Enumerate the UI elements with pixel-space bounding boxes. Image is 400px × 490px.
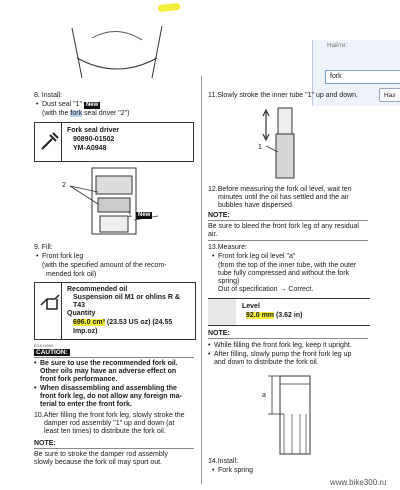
search-hit-fork: fork (70, 110, 83, 117)
step8-title: 8. Install: (34, 92, 63, 99)
step13-title: 13.Measure: (208, 244, 247, 251)
step13-sub3: spring) (218, 278, 240, 285)
level-rest: (3.62 in) (274, 312, 303, 319)
level-spec-box (208, 298, 370, 326)
step8-sub-post: seal driver "2") (82, 110, 130, 117)
step11: 11.Slowly stroke the inner tube "1" up and down. (208, 92, 358, 99)
step13-sub4: Out of specification → Correct. (218, 286, 314, 293)
note1-l1: Be sure to bleed the front fork leg of any residual (208, 223, 359, 230)
qty-rest2: Imp.oz) (73, 328, 98, 335)
watermark: www.bike300.ru (330, 478, 387, 487)
caution-b2-l2: front fork leg, do not allow any foreign ma- (40, 393, 182, 400)
search-query: fork (330, 73, 342, 80)
step13-bullet: • Front fork leg oil level "a" (218, 253, 295, 261)
tool-pn2: YM-A0948 (73, 145, 107, 152)
fig2-label-1: 1 (258, 144, 262, 151)
tool-box (34, 122, 194, 162)
step12-l3: bubbles have dispersed. (218, 202, 294, 209)
caution-b1-l1: • Be sure to use the recommended fork oil. (40, 360, 178, 368)
note2-b1: • While filling the front fork leg, keep it upright. (214, 342, 352, 350)
oil-spec-box (34, 282, 196, 340)
oil-title: Recommended oil (67, 286, 128, 293)
ecause-tag: ECA14090 (34, 343, 54, 348)
fig1-label-1: 1 (128, 212, 132, 219)
fig1-new-badge: New (138, 212, 151, 218)
new-badge: New (85, 102, 99, 108)
tool-pn1: 90890-01502 (73, 136, 115, 143)
search-label: Найти: (327, 42, 348, 49)
fork-seal-illustration (62, 166, 182, 238)
oil-line1: Suspension oil M1 or ohlins R & (73, 294, 180, 301)
qty-label: Quantity (67, 310, 96, 317)
step14-bullet: • Fork spring (218, 467, 253, 475)
note-l2: slowly because the fork oil may spurt out. (34, 459, 163, 466)
level-value: 92.0 mm (246, 312, 275, 319)
step10-l2: damper rod assembly "1" up and down (at (44, 420, 175, 427)
step10-l1: 10.After filling the front fork leg, slowly stroke the (34, 412, 185, 419)
step14-title: 14.Install: (208, 458, 238, 465)
inner-tube-illustration (252, 104, 322, 182)
caution-b1-l2: Other oils may have an adverse effect on (40, 368, 177, 375)
oil-line2: T43 (73, 302, 86, 309)
note2-b2-l1: • After filling, slowly pump the front fork leg up (214, 351, 351, 359)
step12-l1: 12.Before measuring the fork oil level, wait ten (208, 186, 352, 193)
step8-sub (42, 110, 129, 118)
step9-title: 9. Fill: (34, 244, 53, 251)
step13-sub1: (from the top of the inner tube, with the outer (218, 262, 357, 269)
qty-rest1: (23.53 US oz) (24.55 (104, 319, 173, 326)
fig1-label-2: 2 (62, 182, 66, 189)
find-button-label: Наз (384, 92, 396, 99)
step8-bullet (42, 101, 100, 109)
tool-icon (39, 130, 61, 152)
qty-line (73, 319, 172, 327)
step9-sub2: mended fork oil) (46, 271, 97, 278)
step13-sub2: tube fully compressed and without the fork (218, 270, 350, 277)
caution-b1-l3: front fork performance. (40, 376, 118, 383)
step9-bullet: • Front fork leg (42, 253, 83, 261)
step10-l3: least ten times) to distribute the fork oil. (44, 428, 166, 435)
note2-label: NOTE: (208, 330, 230, 337)
step8-sub-pre: (with the (42, 110, 71, 117)
fig3-label-a: a (262, 392, 266, 399)
find-button[interactable] (379, 88, 400, 102)
highlight-mark (158, 3, 181, 12)
step9-sub1: (with the specified amount of the recom- (42, 262, 167, 269)
note1-l2: air. (208, 231, 218, 238)
tool-name: Fork seal driver (67, 127, 120, 134)
search-input[interactable] (325, 70, 400, 84)
oil-can-icon (39, 291, 61, 311)
caution-b2-l3: terial to enter the front fork. (40, 401, 132, 408)
oil-level-illustration (254, 374, 334, 456)
step12-l2: minutes until the oil has settled and the air (218, 194, 349, 201)
note1-label: NOTE: (208, 212, 230, 219)
qty-value: 696.0 cm³ (73, 319, 105, 326)
note-l1: Be sure to stroke the damper rod assembly (34, 451, 168, 458)
column-divider (201, 76, 202, 484)
fork-top-illustration (62, 18, 172, 86)
caution-label: CAUTION: (36, 349, 68, 356)
step8-bullet-text: Dust seal "1" (42, 101, 82, 108)
caution-b2-l1: • When disassembling and assembling the (40, 385, 177, 393)
level-title: Level (242, 303, 260, 310)
level-line (246, 312, 302, 320)
note2-b2-l2: and down to distribute the fork oil. (214, 359, 319, 366)
note-label: NOTE: (34, 440, 56, 447)
